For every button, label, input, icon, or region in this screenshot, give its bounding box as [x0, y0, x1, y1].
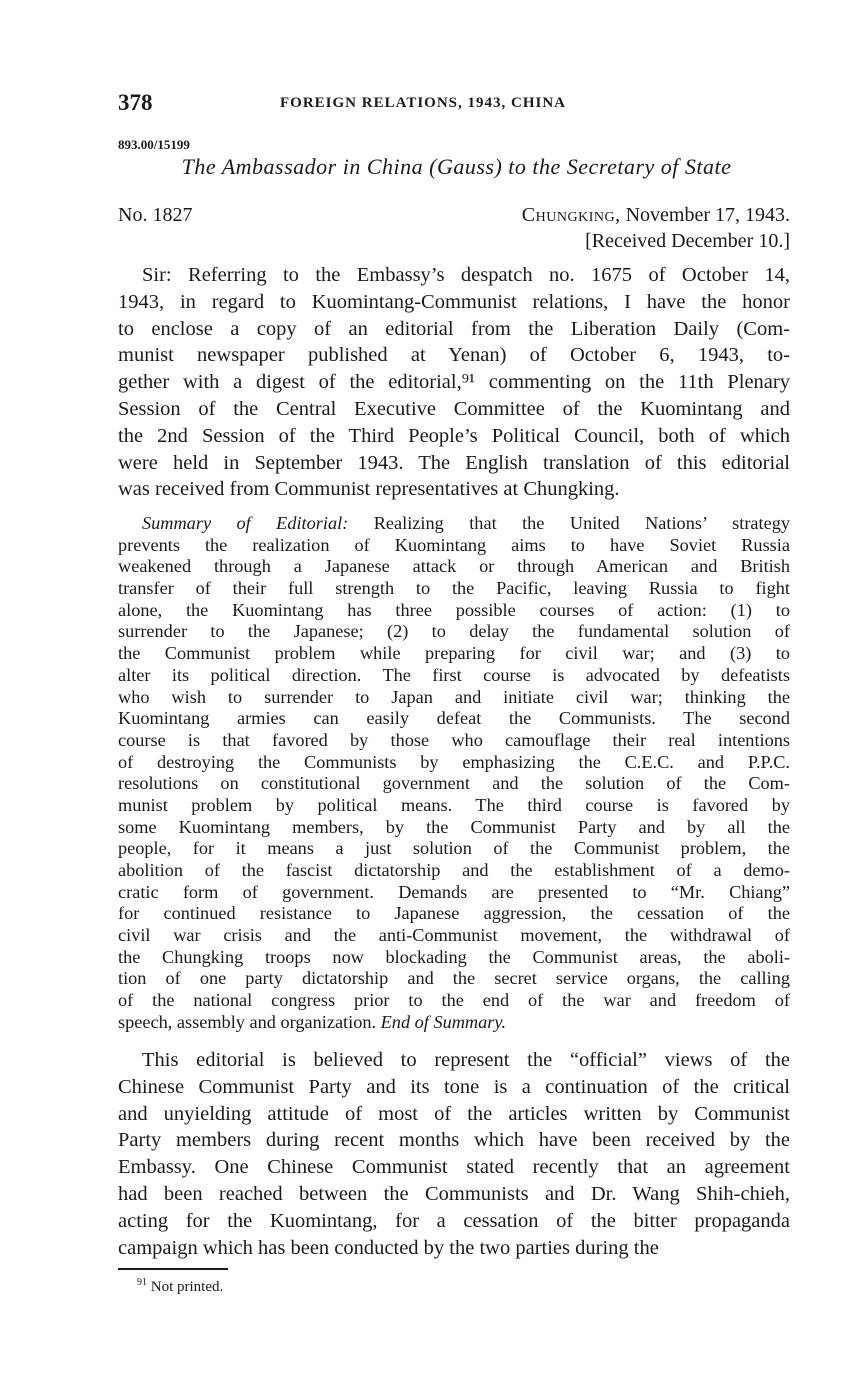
dispatch-number: No. 1827 [118, 204, 193, 226]
summary-line: cratic form of government. Demands are presented to “Mr. Chiang” [118, 881, 790, 902]
summary-line: course is that favored by those who camouflage their real intentions [118, 729, 790, 750]
dateline [522, 204, 790, 227]
paragraph-1-line: to enclose a copy of an editorial from the Liberation Daily (Com- [118, 317, 790, 340]
paragraph-1-line: were held in September 1943. The English translation of this editorial [118, 451, 790, 474]
paragraph-2-line: Chinese Communist Party and its tone is a continuation of the critical [118, 1075, 790, 1098]
paragraph-1-line: munist newspaper published at Yenan) of October 6, 1943, to- [118, 344, 790, 367]
summary-line: transfer of their full strength to the Pacific, leaving Russia to fight [118, 578, 790, 599]
page-number: 378 [118, 90, 153, 115]
paragraph-1-line: 1943, in regard to Kuomintang-Communist relations, I have the honor [118, 290, 790, 313]
summary-line-text: speech, assembly and organization. [118, 1011, 381, 1032]
summary-line: some Kuomintang members, by the Communist Party and by all the [118, 816, 790, 837]
paragraph-2-line: had been reached between the Communists and Dr. Wang Shih-chieh, [118, 1182, 790, 1205]
summary-line: the Communist problem while preparing for civil war; and (3) to [118, 643, 790, 664]
paragraph-2 [118, 1049, 790, 1263]
paragraph-1-line: Session of the Central Executive Committee of the Kuomintang and [118, 397, 790, 420]
summary-lead: Summary of Editorial: [142, 513, 349, 533]
summary-line: who wish to surrender to Japan and initiate civil war; thinking the [118, 686, 790, 707]
paragraph-2-line: Embassy. One Chinese Communist stated recently that an agreement [118, 1156, 790, 1179]
summary-line: alone, the Kuomintang has three possible courses of action: (1) to [118, 599, 790, 620]
summary-line: resolutions on constitutional government and the solution of the Com- [118, 773, 790, 794]
footnote-marker: 91 [137, 1277, 147, 1288]
summary-line: weakened through a Japanese attack or through American and British [118, 556, 790, 577]
summary-line [118, 1012, 790, 1034]
received-date: [Received December 10.] [585, 230, 790, 252]
footnote-text: Not printed. [150, 1279, 224, 1295]
summary-line: Kuomintang armies can easily defeat the Communists. The second [118, 708, 790, 729]
file-number: 893.00/15199 [118, 137, 190, 152]
summary-line: abolition of the fascist dictatorship and the establishment of a demo- [118, 860, 790, 880]
dateline-date: November 17, 1943. [625, 204, 790, 226]
paragraph-1 [118, 264, 790, 505]
summary-line: tion of one party dictatorship and the secret service organs, the calling [118, 968, 790, 989]
footnote [137, 1277, 223, 1296]
paragraph-1-line: Sir: Referring to the Embassy’s despatch no. 1675 of October 14, [142, 264, 790, 286]
dateline-place: Chungking, [521, 204, 621, 226]
summary-line [118, 513, 790, 535]
paragraph-1-line: the 2nd Session of the Third People’s Political Council, both of which [118, 424, 790, 447]
summary-line-text: Realizing that the United Nations’ strategy [348, 513, 790, 533]
summary-line: civil war crisis and the anti-Communist movement, the withdrawal of [118, 925, 790, 946]
paragraph-2-line: and unyielding attitude of most of the articles written by Communist [118, 1102, 790, 1125]
paragraph-2-line: Party members during recent months which have been received by the [118, 1129, 790, 1152]
summary-line: of destroying the Communists by emphasizing the C.E.C. and P.P.C. [118, 751, 790, 772]
running-head: FOREIGN RELATIONS, 1943, CHINA [280, 95, 567, 111]
paragraph-2-line: acting for the Kuomintang, for a cessation of the bitter propaganda [118, 1209, 790, 1232]
page-header [118, 90, 798, 120]
editorial-summary [118, 513, 790, 1034]
paragraph-1-line: gether with a digest of the editorial,⁹¹ commenting on the 11th Plenary [118, 371, 790, 394]
paragraph-2-line: campaign which has been conducted by the two parties during the [118, 1236, 659, 1259]
summary-line: of the national congress prior to the end of the war and freedom of [118, 990, 790, 1011]
summary-line: munist problem by political means. The third course is favored by [118, 794, 790, 815]
paragraph-1-line: was received from Communist representatives at Chungking. [118, 478, 620, 501]
paragraph-2-line: This editorial is believed to represent the “official” views of the [142, 1049, 790, 1071]
summary-end: End of Summary. [380, 1011, 507, 1032]
summary-line: alter its political direction. The first course is advocated by defeatists [118, 664, 790, 685]
summary-line: people, for it means a just solution of the Communist problem, the [118, 838, 790, 859]
summary-line: the Chungking troops now blockading the Communist areas, the aboli- [118, 946, 790, 967]
summary-line: surrender to the Japanese; (2) to delay the fundamental solution of [118, 621, 790, 642]
summary-line: prevents the realization of Kuomintang aims to have Soviet Russia [118, 534, 790, 555]
document-title: The Ambassador in China (Gauss) to the Secretary of State [181, 154, 732, 179]
footnote-rule [118, 1268, 228, 1270]
summary-line: for continued resistance to Japanese aggression, the cessation of the [118, 903, 790, 924]
